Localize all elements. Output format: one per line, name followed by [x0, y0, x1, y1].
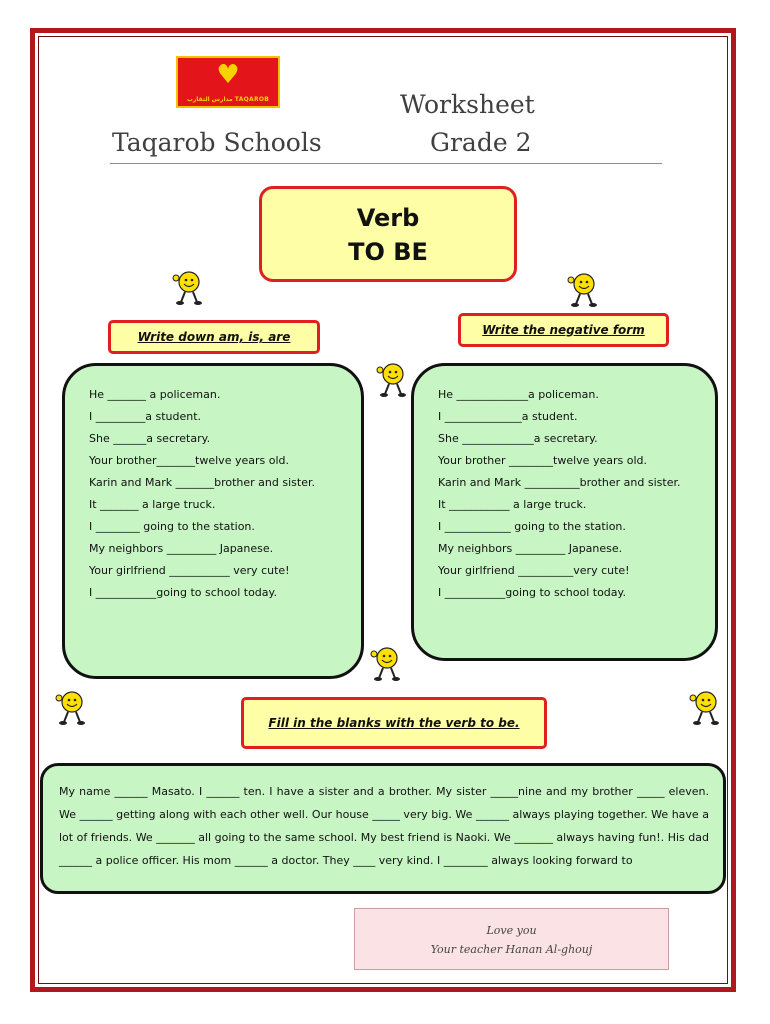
- sentence-item: Karin and Mark _______brother and sister.: [89, 476, 315, 489]
- sentence-item: I ________ going to the station.: [89, 520, 255, 533]
- smiley-icon: [365, 642, 405, 682]
- heading-write-down: Write down am, is, are: [108, 320, 320, 354]
- sentence-item: My neighbors _________ Japanese.: [89, 542, 274, 555]
- sentence-item: I ______________a student.: [438, 410, 578, 423]
- smiley-icon: [50, 686, 90, 726]
- note-line-1: Love you: [486, 924, 537, 937]
- sentence-item: He _____________a policeman.: [438, 388, 599, 401]
- teacher-note: [354, 908, 669, 970]
- header-divider: [110, 163, 662, 164]
- sentence-item: I ___________going to school today.: [89, 586, 277, 599]
- worksheet-label: Worksheet: [400, 90, 535, 119]
- title-box: [259, 186, 517, 282]
- sentence-item: It ___________ a large truck.: [438, 498, 587, 511]
- logo-figures-icon: ♥: [216, 60, 240, 90]
- school-logo: [176, 56, 280, 108]
- smiley-icon: [562, 268, 602, 308]
- exercise-panel-right: [411, 363, 718, 661]
- sentence-item: I ____________ going to the station.: [438, 520, 626, 533]
- sentence-item: It _______ a large truck.: [89, 498, 216, 511]
- fill-blanks-paragraph: My name ______ Masato. I ______ ten. I have a sister and a brother. My sister _____nine and my brother _____ eleven. We ______ getting along with each other well. Our house _____ very big. We ______ always playing together. We have a lot of friends. We _______ all going to the same school. My best friend is Naoki. We _______ always having fun!. His dad ______ a police officer. His mom ______ a doctor. They ____ very kind. I ________ always looking forward to: [59, 785, 709, 867]
- sentence-item: She _____________a secretary.: [438, 432, 598, 445]
- sentence-item: She ______a secretary.: [89, 432, 211, 445]
- sentence-item: I _________a student.: [89, 410, 202, 423]
- fill-blanks-panel: [40, 763, 726, 894]
- school-name: Taqarob Schools: [112, 128, 322, 157]
- sentence-item: I ___________going to school today.: [438, 586, 626, 599]
- title-line-1: Verb: [356, 204, 420, 232]
- note-line-2: Your teacher Hanan Al-ghouj: [430, 943, 593, 956]
- sentence-item: Your girlfriend __________very cute!: [438, 564, 630, 577]
- smiley-icon: [684, 686, 724, 726]
- title-line-2: TO BE: [348, 238, 428, 266]
- sentence-item: He _______ a policeman.: [89, 388, 221, 401]
- smiley-icon: [371, 358, 411, 398]
- sentence-item: Karin and Mark __________brother and sister.: [438, 476, 681, 489]
- sentence-item: Your brother_______twelve years old.: [89, 454, 289, 467]
- heading-fill-blanks: Fill in the blanks with the verb to be.: [241, 697, 547, 749]
- sentence-item: Your girlfriend ___________ very cute!: [89, 564, 290, 577]
- grade-label: Grade 2: [430, 128, 532, 157]
- logo-text: مدارس التقارب TAQAROB: [186, 96, 270, 103]
- sentence-item: My neighbors _________ Japanese.: [438, 542, 623, 555]
- exercise-panel-left: [62, 363, 364, 679]
- sentence-item: Your brother ________twelve years old.: [438, 454, 647, 467]
- heading-negative-form: Write the negative form: [458, 313, 669, 347]
- smiley-icon: [167, 266, 207, 306]
